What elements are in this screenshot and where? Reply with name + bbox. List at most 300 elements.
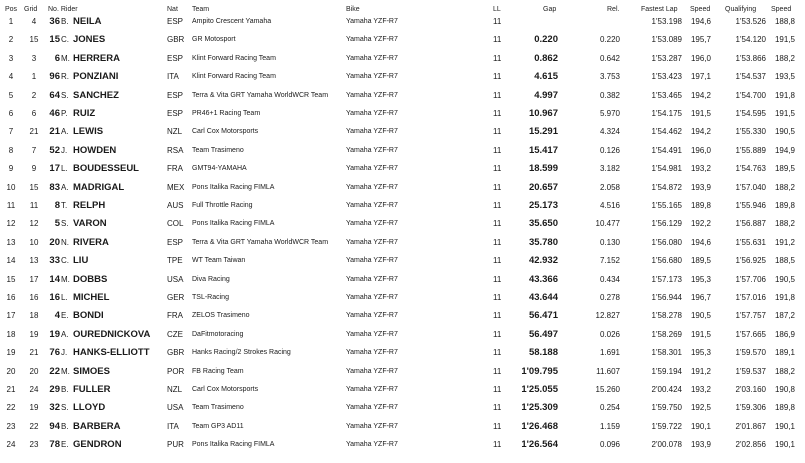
cell-qual-speed: 189,8 bbox=[774, 201, 795, 210]
cell-gap: 35.780 bbox=[528, 236, 558, 248]
cell-grid: 19 bbox=[29, 329, 39, 339]
cell-rider: RIVERA bbox=[73, 236, 109, 248]
cell-pos: 14 bbox=[6, 256, 16, 266]
cell-team: DaFitmotoracing bbox=[192, 330, 244, 338]
cell-ll: 11 bbox=[493, 72, 502, 82]
cell-fastest-lap: 1'54.491 bbox=[651, 145, 682, 155]
cell-rel: 0.434 bbox=[599, 274, 620, 284]
cell-bike: Yamaha YZF-R7 bbox=[346, 73, 398, 81]
cell-qual-speed: 188,8 bbox=[774, 17, 795, 26]
cell-speed: 194,2 bbox=[690, 127, 711, 137]
cell-rel: 4.516 bbox=[599, 201, 620, 210]
cell-rider: HANKS-ELLIOTT bbox=[73, 347, 150, 359]
cell-qualifying: 2'01.867 bbox=[735, 421, 766, 431]
cell-pos: 15 bbox=[6, 274, 16, 284]
cell-qualifying: 1'55.889 bbox=[735, 145, 766, 155]
cell-initial: S. bbox=[61, 90, 69, 100]
cell-qualifying: 1'59.570 bbox=[735, 348, 766, 358]
cell-rider: LLOYD bbox=[73, 402, 106, 414]
cell-initial: P. bbox=[61, 109, 68, 118]
cell-speed: 194,6 bbox=[690, 17, 711, 26]
cell-bike: Yamaha YZF-R7 bbox=[346, 146, 398, 154]
table-row bbox=[0, 123, 805, 141]
cell-number: 36 bbox=[49, 16, 60, 27]
cell-fastest-lap: 1'55.165 bbox=[651, 201, 682, 210]
cell-pos: 17 bbox=[6, 311, 16, 321]
cell-initial: M. bbox=[61, 274, 70, 284]
cell-pos: 2 bbox=[8, 35, 14, 45]
cell-initial: B. bbox=[61, 421, 69, 431]
cell-qualifying: 1'54.537 bbox=[735, 72, 766, 82]
cell-fastest-lap: 1'56.944 bbox=[651, 293, 682, 302]
cell-qual-speed: 189,1 bbox=[774, 348, 795, 358]
cell-rel: 11.607 bbox=[596, 366, 620, 376]
cell-number: 46 bbox=[49, 108, 60, 119]
cell-grid: 11 bbox=[29, 201, 39, 210]
cell-team: Terra & Vita GRT Yamaha WorldWCR Team bbox=[192, 238, 329, 246]
table-row bbox=[0, 160, 805, 178]
cell-team: Diva Racing bbox=[192, 275, 230, 283]
cell-fastest-lap: 1'53.423 bbox=[651, 72, 682, 82]
cell-pos: 4 bbox=[8, 72, 14, 82]
cell-fastest-lap: 1'53.465 bbox=[651, 90, 682, 100]
cell-grid: 17 bbox=[29, 274, 39, 284]
cell-pos: 8 bbox=[8, 145, 14, 155]
cell-nat: MEX bbox=[167, 182, 185, 192]
cell-pos: 18 bbox=[6, 329, 16, 339]
cell-rider: OUREDNICKOVA bbox=[73, 328, 151, 340]
cell-gap: 58.188 bbox=[528, 347, 558, 359]
cell-team: Pons Italika Racing FIMLA bbox=[192, 183, 275, 191]
cell-initial: C. bbox=[61, 256, 69, 266]
cell-initial: E. bbox=[61, 311, 69, 321]
cell-rel: 1.159 bbox=[599, 421, 620, 431]
cell-gap: 15.417 bbox=[528, 144, 558, 156]
cell-pos: 1 bbox=[8, 17, 14, 26]
cell-qual-speed: 190,1 bbox=[774, 440, 795, 450]
cell-pos: 20 bbox=[6, 366, 16, 376]
cell-qual-speed: 190,5 bbox=[774, 127, 795, 137]
table-row bbox=[0, 68, 805, 86]
cell-number: 32 bbox=[49, 402, 60, 414]
cell-qual-speed: 188,2 bbox=[774, 366, 795, 376]
cell-rel: 5.970 bbox=[599, 109, 620, 118]
cell-ll: 11 bbox=[493, 53, 502, 63]
cell-fastest-lap: 1'56.680 bbox=[651, 256, 682, 266]
cell-number: 8 bbox=[54, 200, 60, 211]
cell-nat: TPE bbox=[167, 256, 183, 266]
cell-rider: HOWDEN bbox=[73, 144, 117, 156]
cell-rider: GENDRON bbox=[73, 439, 122, 451]
cell-qualifying: 1'54.763 bbox=[735, 164, 766, 174]
cell-number: 19 bbox=[49, 328, 60, 340]
table-row bbox=[0, 344, 805, 362]
cell-rider: DOBBS bbox=[73, 273, 108, 285]
cell-speed: 191,5 bbox=[690, 109, 711, 118]
cell-nat: FRA bbox=[167, 164, 183, 174]
cell-qual-speed: 186,9 bbox=[774, 329, 795, 339]
cell-speed: 191,2 bbox=[690, 366, 711, 376]
cell-gap: 42.932 bbox=[528, 255, 558, 267]
cell-qualifying: 1'54.595 bbox=[735, 109, 766, 118]
cell-qual-speed: 190,1 bbox=[774, 421, 795, 431]
table-row bbox=[0, 289, 805, 307]
cell-rel: 0.096 bbox=[599, 440, 620, 450]
cell-initial: M. bbox=[61, 53, 70, 63]
cell-grid: 22 bbox=[29, 421, 39, 431]
cell-grid: 10 bbox=[29, 237, 39, 247]
cell-initial: J. bbox=[61, 348, 68, 358]
table-row bbox=[0, 31, 805, 49]
header-team: Team bbox=[192, 6, 210, 13]
cell-pos: 3 bbox=[8, 53, 14, 63]
cell-rider: BOUDESSEUL bbox=[73, 163, 139, 175]
cell-fastest-lap: 1'56.080 bbox=[651, 237, 682, 247]
table-row bbox=[0, 271, 805, 289]
cell-team: Pons Italika Racing FIMLA bbox=[192, 220, 275, 228]
cell-qualifying: 1'57.040 bbox=[735, 182, 766, 192]
cell-rel: 4.324 bbox=[599, 127, 620, 137]
cell-initial: B. bbox=[61, 17, 69, 26]
cell-nat: ESP bbox=[167, 237, 184, 247]
cell-rider: BARBERA bbox=[73, 420, 121, 432]
cell-pos: 23 bbox=[6, 421, 16, 431]
cell-pos: 19 bbox=[6, 348, 16, 358]
cell-speed: 197,1 bbox=[690, 72, 711, 82]
cell-fastest-lap: 1'59.722 bbox=[651, 421, 682, 431]
cell-gap: 18.599 bbox=[528, 163, 558, 175]
cell-gap: 43.366 bbox=[528, 273, 558, 285]
cell-initial: L. bbox=[61, 293, 68, 302]
cell-qual-speed: 189,5 bbox=[774, 164, 795, 174]
table-row bbox=[0, 215, 805, 233]
cell-pos: 21 bbox=[6, 385, 16, 394]
cell-rel: 1.691 bbox=[599, 348, 620, 358]
cell-fastest-lap: 1'54.872 bbox=[651, 182, 682, 192]
cell-pos: 7 bbox=[8, 127, 14, 137]
cell-pos: 10 bbox=[6, 182, 16, 192]
cell-number: 4 bbox=[54, 310, 60, 322]
cell-grid: 19 bbox=[29, 403, 39, 413]
cell-ll: 11 bbox=[493, 127, 502, 137]
cell-gap: 25.173 bbox=[528, 200, 558, 211]
cell-rider: MADRIGAL bbox=[73, 181, 125, 193]
cell-team: FB Racing Team bbox=[192, 367, 244, 375]
cell-bike: Yamaha YZF-R7 bbox=[346, 257, 398, 265]
cell-gap: 1'25.055 bbox=[521, 384, 558, 395]
cell-number: 6 bbox=[54, 52, 60, 64]
cell-ll: 11 bbox=[493, 311, 502, 321]
table-row bbox=[0, 142, 805, 160]
cell-grid: 7 bbox=[31, 145, 37, 155]
cell-gap: 35.650 bbox=[528, 218, 558, 230]
table-row bbox=[0, 326, 805, 344]
cell-qualifying: 1'59.537 bbox=[735, 366, 766, 376]
cell-ll: 11 bbox=[493, 219, 502, 229]
cell-rider: RUIZ bbox=[73, 108, 96, 119]
cell-bike: Yamaha YZF-R7 bbox=[346, 18, 398, 25]
cell-grid: 24 bbox=[29, 385, 39, 394]
cell-speed: 193,2 bbox=[690, 164, 711, 174]
cell-team: Terra & Vita GRT Yamaha WorldWCR Team bbox=[192, 91, 329, 99]
cell-speed: 194,6 bbox=[690, 237, 711, 247]
cell-pos: 13 bbox=[6, 237, 16, 247]
header-nat: Nat bbox=[167, 6, 178, 13]
cell-qualifying: 1'56.925 bbox=[735, 256, 766, 266]
cell-grid: 1 bbox=[31, 72, 37, 82]
cell-nat: ESP bbox=[167, 53, 184, 63]
cell-fastest-lap: 1'54.981 bbox=[651, 164, 682, 174]
cell-ll: 11 bbox=[493, 329, 502, 339]
cell-number: 83 bbox=[49, 181, 60, 193]
cell-qualifying: 1'53.866 bbox=[735, 53, 766, 63]
cell-team: Team Trasimeno bbox=[192, 404, 244, 412]
cell-gap: 1'25.309 bbox=[521, 402, 558, 414]
cell-team: Pons Italika Racing FIMLA bbox=[192, 441, 275, 449]
cell-nat: GBR bbox=[167, 35, 185, 45]
cell-rel: 3.753 bbox=[599, 72, 620, 82]
cell-bike: Yamaha YZF-R7 bbox=[346, 36, 398, 44]
table-row bbox=[0, 252, 805, 270]
cell-qualifying: 2'03.160 bbox=[735, 385, 766, 394]
cell-grid: 23 bbox=[29, 440, 39, 450]
cell-nat: GER bbox=[167, 293, 185, 302]
cell-ll: 11 bbox=[493, 109, 502, 118]
cell-qualifying: 1'55.330 bbox=[735, 127, 766, 137]
cell-fastest-lap: 1'56.129 bbox=[651, 219, 682, 229]
cell-speed: 189,5 bbox=[690, 256, 711, 266]
cell-number: 94 bbox=[49, 420, 60, 432]
cell-initial: B. bbox=[61, 385, 69, 394]
cell-gap: 56.471 bbox=[528, 310, 558, 322]
header-pos: Pos bbox=[5, 6, 18, 13]
cell-rel: 12.827 bbox=[595, 311, 620, 321]
cell-qual-speed: 194,9 bbox=[774, 145, 795, 155]
cell-qual-speed: 189,8 bbox=[774, 403, 795, 413]
cell-team: ZELOS Trasimeno bbox=[192, 312, 250, 320]
cell-ll: 11 bbox=[493, 348, 502, 358]
cell-grid: 21 bbox=[29, 348, 39, 358]
cell-gap: 43.644 bbox=[528, 292, 558, 303]
table-row bbox=[0, 307, 805, 325]
table-row bbox=[0, 418, 805, 436]
cell-pos: 5 bbox=[8, 90, 14, 100]
cell-speed: 196,0 bbox=[690, 53, 711, 63]
cell-rel: 0.220 bbox=[599, 35, 620, 45]
cell-rel: 3.182 bbox=[599, 164, 620, 174]
cell-team: Full Throttle Racing bbox=[192, 202, 253, 209]
cell-bike: Yamaha YZF-R7 bbox=[346, 441, 398, 449]
table-row bbox=[0, 179, 805, 197]
cell-nat: PUR bbox=[167, 440, 184, 450]
cell-speed: 193,9 bbox=[690, 182, 711, 192]
cell-grid: 3 bbox=[31, 53, 37, 63]
cell-bike: Yamaha YZF-R7 bbox=[346, 349, 398, 357]
cell-pos: 22 bbox=[6, 403, 16, 413]
cell-ll: 11 bbox=[493, 440, 502, 450]
cell-bike: Yamaha YZF-R7 bbox=[346, 330, 398, 338]
cell-fastest-lap: 1'59.750 bbox=[651, 403, 682, 413]
cell-rel: 0.278 bbox=[599, 293, 620, 302]
cell-gap: 20.657 bbox=[528, 181, 558, 193]
cell-bike: Yamaha YZF-R7 bbox=[346, 220, 398, 228]
cell-initial: J. bbox=[61, 145, 68, 155]
cell-team: GR Motosport bbox=[192, 36, 236, 44]
cell-grid: 15 bbox=[29, 35, 39, 45]
cell-nat: FRA bbox=[167, 311, 183, 321]
cell-grid: 2 bbox=[31, 90, 37, 100]
cell-qual-speed: 191,5 bbox=[774, 35, 795, 45]
cell-pos: 11 bbox=[6, 201, 16, 210]
cell-rider: LIU bbox=[73, 255, 89, 267]
cell-gap: 1'26.564 bbox=[521, 439, 558, 451]
cell-speed: 194,2 bbox=[690, 90, 711, 100]
cell-qualifying: 2'02.856 bbox=[735, 440, 766, 450]
cell-gap: 0.220 bbox=[534, 34, 558, 46]
cell-ll: 11 bbox=[493, 256, 502, 266]
cell-gap: 1'09.795 bbox=[521, 365, 558, 377]
cell-ll: 11 bbox=[493, 145, 502, 155]
cell-rider: VARON bbox=[73, 218, 107, 230]
header-gap: Gap bbox=[543, 6, 557, 13]
table-row bbox=[0, 13, 805, 31]
cell-bike: Yamaha YZF-R7 bbox=[346, 275, 398, 283]
cell-speed: 196,7 bbox=[690, 293, 711, 302]
cell-qual-speed: 190,5 bbox=[774, 274, 795, 284]
cell-ll: 11 bbox=[493, 403, 502, 413]
cell-bike: Yamaha YZF-R7 bbox=[346, 110, 398, 117]
cell-qual-speed: 190,8 bbox=[774, 385, 795, 394]
cell-number: 20 bbox=[49, 236, 60, 248]
cell-qualifying: 1'56.887 bbox=[735, 219, 766, 229]
cell-bike: Yamaha YZF-R7 bbox=[346, 386, 398, 393]
cell-ll: 11 bbox=[493, 366, 502, 376]
cell-nat: GBR bbox=[167, 348, 185, 358]
cell-number: 14 bbox=[49, 273, 60, 285]
cell-grid: 21 bbox=[29, 127, 39, 137]
cell-grid: 16 bbox=[29, 293, 39, 302]
cell-pos: 16 bbox=[6, 293, 16, 302]
cell-rider: HERRERA bbox=[73, 52, 120, 64]
cell-rel: 2.058 bbox=[599, 182, 620, 192]
cell-number: 16 bbox=[49, 292, 60, 303]
cell-qualifying: 1'54.120 bbox=[735, 35, 766, 45]
table-row bbox=[0, 50, 805, 68]
cell-number: 15 bbox=[49, 34, 60, 46]
header-rel: Rel. bbox=[607, 6, 620, 13]
cell-bike: Yamaha YZF-R7 bbox=[346, 422, 398, 430]
cell-qualifying: 1'57.706 bbox=[735, 274, 766, 284]
cell-qualifying: 1'57.665 bbox=[735, 329, 766, 339]
cell-team: Team Trasimeno bbox=[192, 146, 244, 154]
table-row bbox=[0, 197, 805, 215]
cell-ll: 11 bbox=[493, 385, 502, 394]
cell-team: Klint Forward Racing Team bbox=[192, 73, 276, 81]
cell-gap: 4.997 bbox=[534, 89, 558, 101]
cell-qual-speed: 193,5 bbox=[774, 72, 795, 82]
cell-speed: 190,5 bbox=[690, 311, 711, 321]
cell-speed: 192,2 bbox=[690, 219, 711, 229]
cell-rider: FULLER bbox=[73, 384, 111, 395]
table-row bbox=[0, 105, 805, 123]
cell-ll: 11 bbox=[493, 293, 502, 302]
cell-grid: 12 bbox=[29, 219, 39, 229]
cell-grid: 6 bbox=[31, 109, 37, 118]
cell-pos: 9 bbox=[8, 164, 14, 174]
cell-grid: 9 bbox=[31, 164, 37, 174]
cell-qualifying: 1'55.946 bbox=[735, 201, 766, 210]
cell-team: PR46+1 Racing Team bbox=[192, 110, 261, 117]
cell-nat: COL bbox=[167, 219, 184, 229]
cell-ll: 11 bbox=[493, 164, 502, 174]
cell-nat: NZL bbox=[167, 385, 183, 394]
cell-speed: 192,5 bbox=[690, 403, 711, 413]
cell-fastest-lap: 1'58.278 bbox=[651, 311, 682, 321]
header-no-rider: No. Rider bbox=[48, 6, 78, 13]
table-row bbox=[0, 87, 805, 105]
cell-nat: ESP bbox=[167, 90, 184, 100]
cell-team: TSL-Racing bbox=[192, 294, 229, 301]
header-qualifying: Qualifying bbox=[725, 6, 757, 13]
cell-nat: ESP bbox=[167, 17, 184, 26]
cell-qual-speed: 191,8 bbox=[774, 293, 795, 302]
cell-fastest-lap: 1'57.173 bbox=[651, 274, 682, 284]
cell-bike: Yamaha YZF-R7 bbox=[346, 91, 398, 99]
cell-rider: SIMOES bbox=[73, 365, 110, 377]
cell-rider: MICHEL bbox=[73, 292, 110, 303]
cell-nat: USA bbox=[167, 403, 184, 413]
cell-speed: 190,1 bbox=[690, 421, 711, 431]
cell-grid: 4 bbox=[31, 17, 37, 26]
cell-fastest-lap: 1'53.287 bbox=[651, 53, 682, 63]
cell-bike: Yamaha YZF-R7 bbox=[346, 312, 398, 320]
cell-number: 5 bbox=[54, 218, 60, 230]
cell-speed: 196,0 bbox=[690, 145, 711, 155]
cell-fastest-lap: 1'54.462 bbox=[651, 127, 682, 137]
cell-fastest-lap: 1'58.269 bbox=[651, 329, 682, 339]
cell-nat: RSA bbox=[167, 145, 184, 155]
cell-speed: 191,5 bbox=[690, 329, 711, 339]
header-ll: LL bbox=[493, 6, 501, 13]
cell-rider: SANCHEZ bbox=[73, 89, 119, 101]
cell-qual-speed: 191,8 bbox=[774, 90, 795, 100]
cell-fastest-lap: 1'54.175 bbox=[651, 109, 682, 118]
cell-nat: NZL bbox=[167, 127, 183, 137]
cell-initial: E. bbox=[61, 440, 69, 450]
header-speed: Speed bbox=[690, 6, 711, 13]
cell-ll: 11 bbox=[493, 201, 502, 210]
cell-number: 22 bbox=[49, 365, 60, 377]
header-speed-2: Speed bbox=[771, 6, 792, 13]
cell-bike: Yamaha YZF-R7 bbox=[346, 183, 398, 191]
table-row bbox=[0, 363, 805, 381]
cell-rider: RELPH bbox=[73, 200, 106, 211]
cell-nat: USA bbox=[167, 274, 184, 284]
cell-qualifying: 1'54.700 bbox=[735, 90, 766, 100]
cell-grid: 13 bbox=[29, 256, 39, 266]
cell-rel: 0.642 bbox=[599, 53, 620, 63]
cell-team: WT Team Taiwan bbox=[192, 257, 246, 265]
cell-rel: 7.152 bbox=[599, 256, 620, 266]
cell-initial: N. bbox=[61, 237, 69, 247]
cell-bike: Yamaha YZF-R7 bbox=[346, 367, 398, 375]
cell-initial: A. bbox=[61, 329, 69, 339]
cell-qualifying: 1'57.016 bbox=[735, 293, 766, 302]
cell-nat: CZE bbox=[167, 329, 183, 339]
cell-rel: 0.382 bbox=[599, 90, 620, 100]
cell-bike: Yamaha YZF-R7 bbox=[346, 128, 398, 136]
cell-bike: Yamaha YZF-R7 bbox=[346, 165, 398, 173]
